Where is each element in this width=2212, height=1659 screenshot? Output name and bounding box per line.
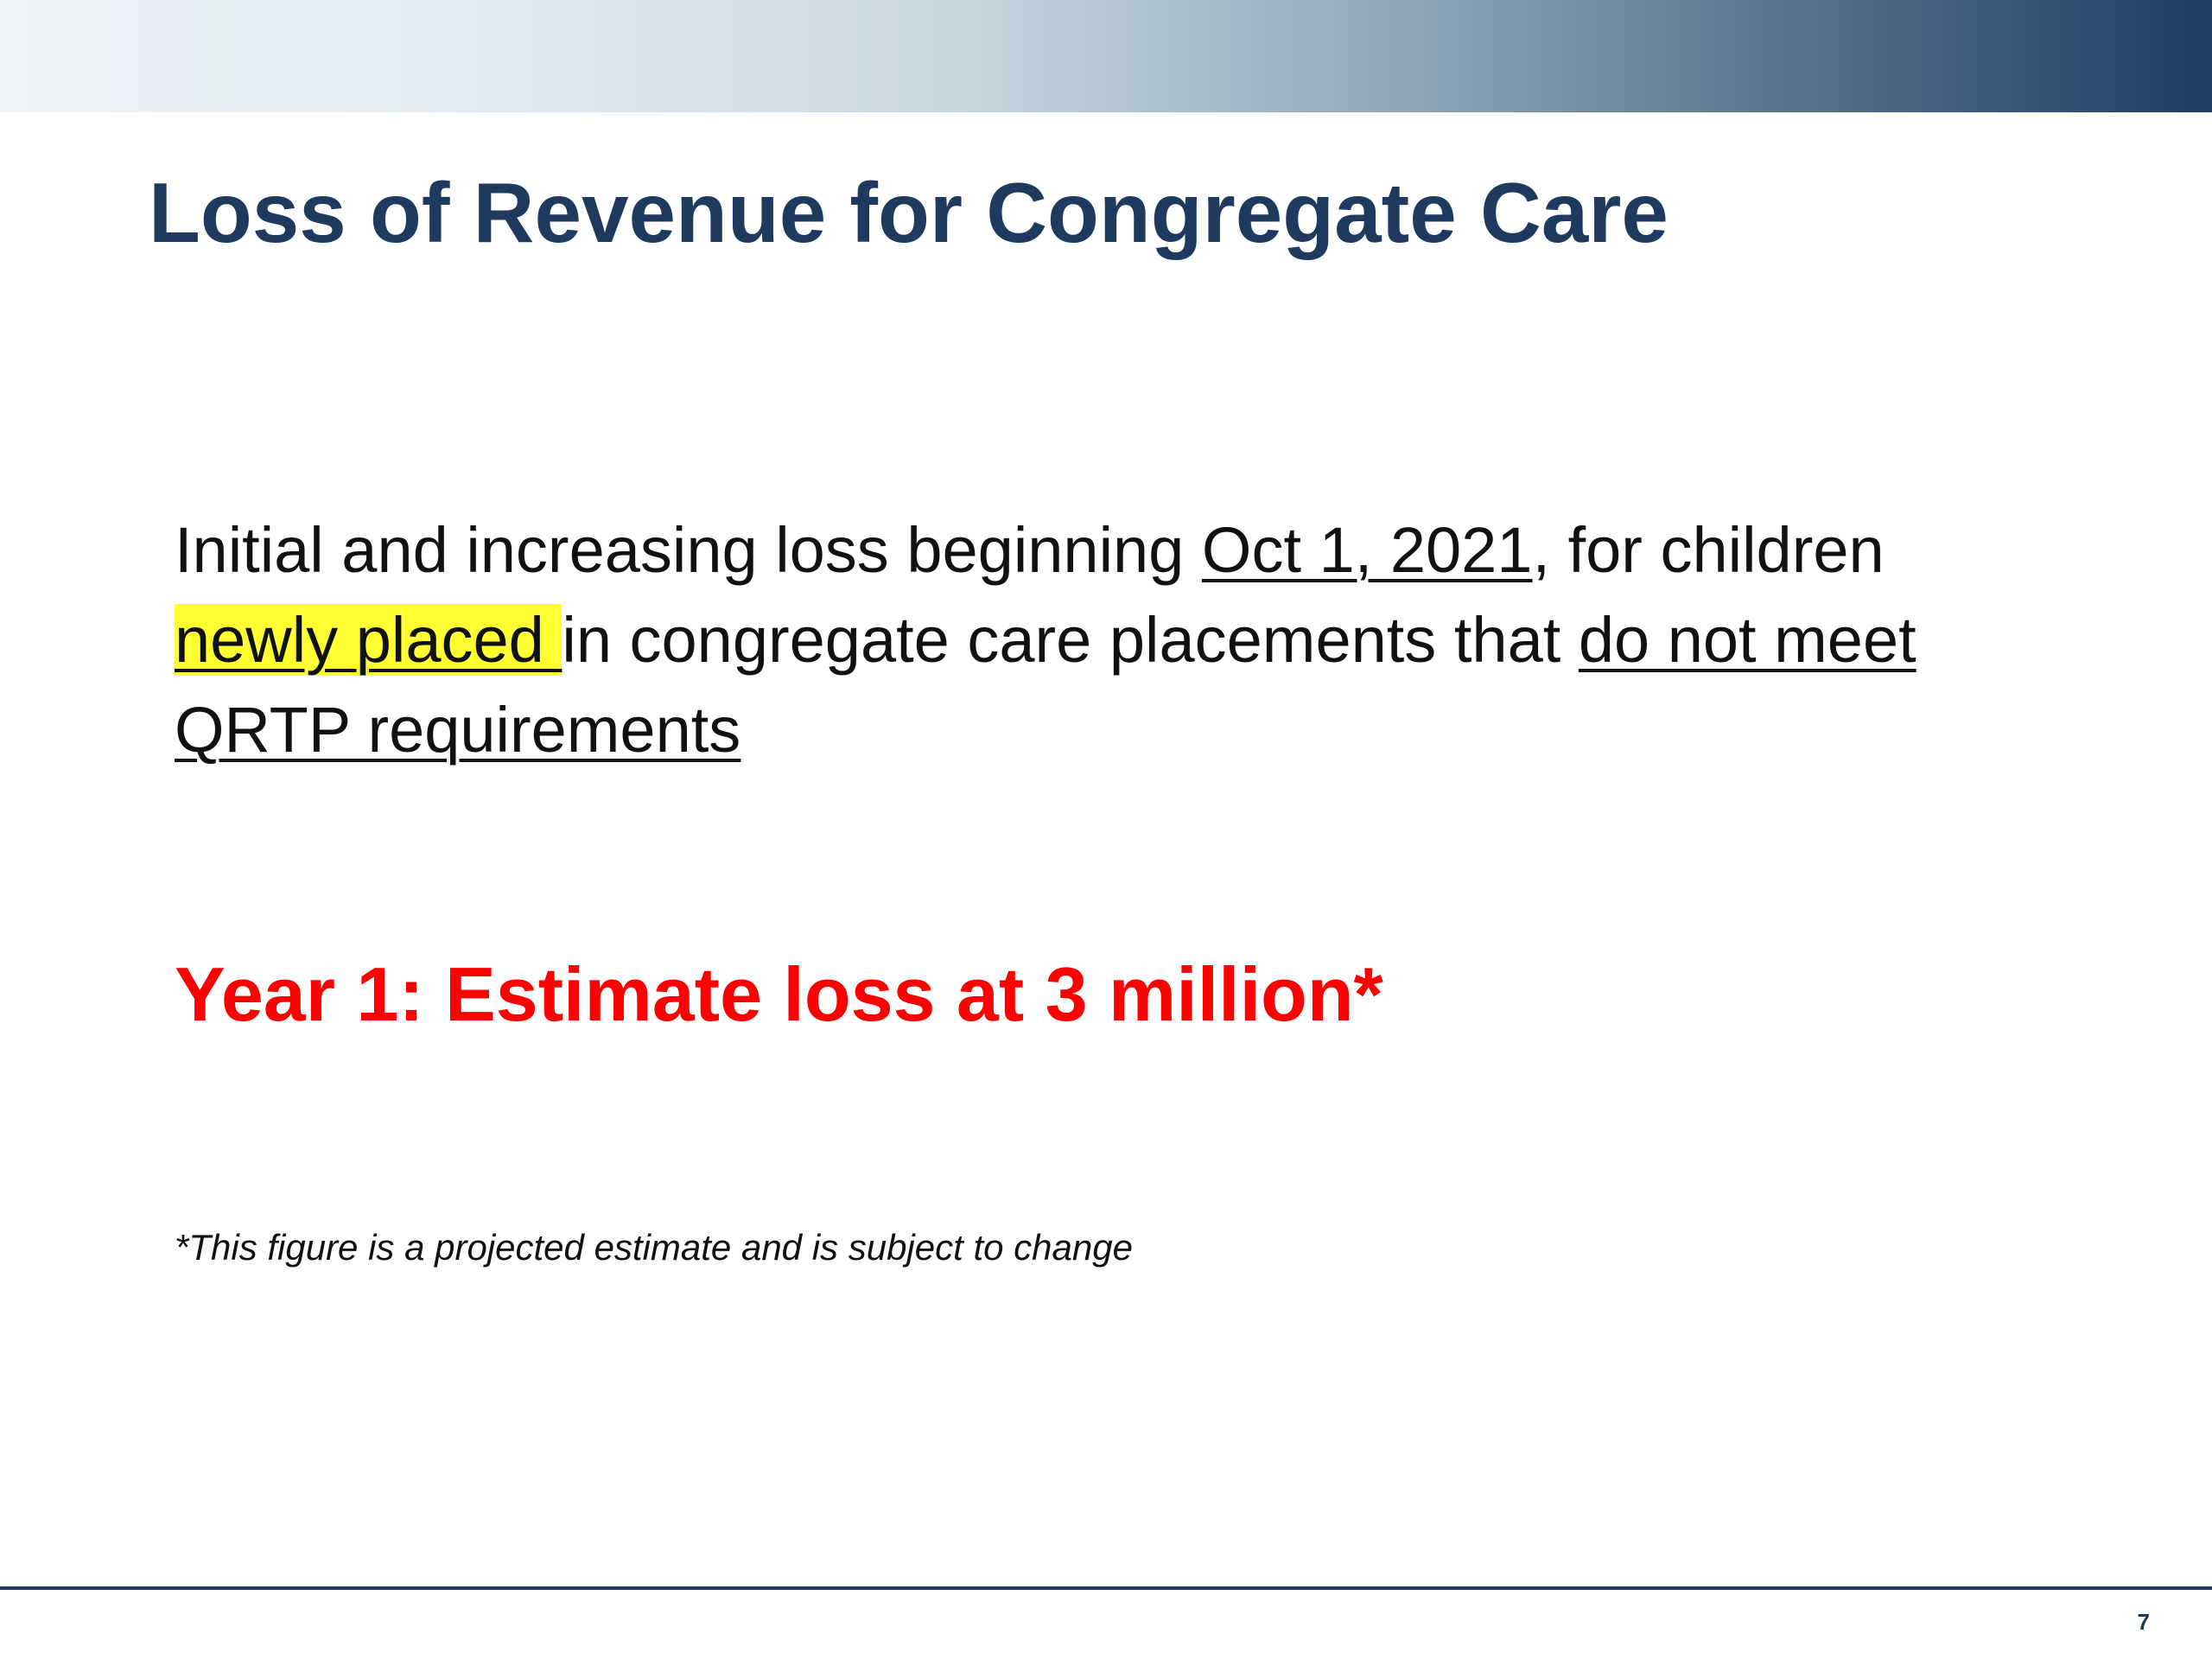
slide-title: Loss of Revenue for Congregate Care [149, 165, 1669, 260]
body-highlight-newly-placed: newly placed [175, 604, 563, 676]
footnote: *This figure is a projected estimate and is subject to change [175, 1227, 1133, 1268]
footer-divider [0, 1586, 2212, 1590]
body-paragraph [175, 505, 2075, 775]
body-text-part-2: , for children [1532, 514, 1885, 586]
body-qrtp-underlined: do not meet QRTP requirements [175, 604, 1916, 766]
body-text-part-1: Initial and increasing loss beginning [175, 514, 1202, 586]
body-text-part-3: in congregate care placements that [562, 604, 1579, 676]
page-number: 7 [2137, 1609, 2150, 1635]
header-gradient-band [0, 0, 2212, 112]
body-date-underlined: Oct 1, 2021 [1201, 514, 1533, 586]
estimate-statement: Year 1: Estimate loss at 3 million* [175, 951, 1383, 1037]
